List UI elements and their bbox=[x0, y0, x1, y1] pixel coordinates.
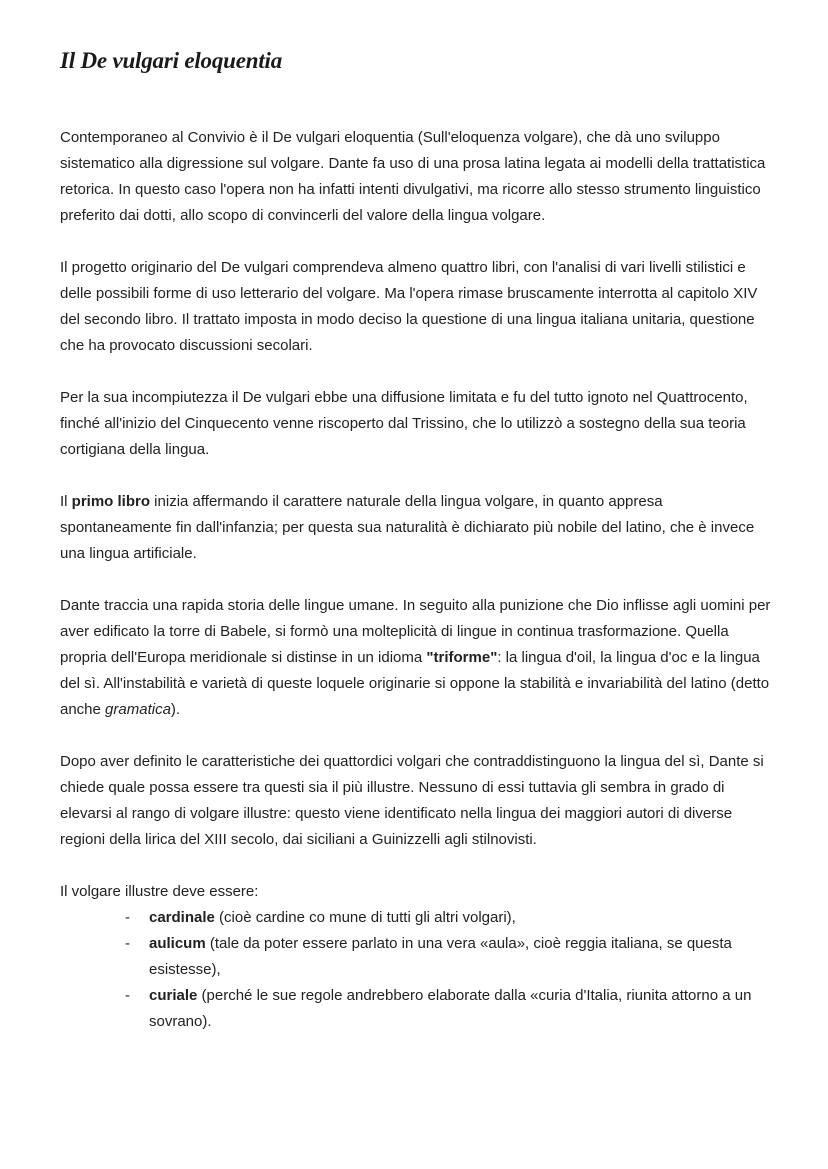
text-run: Il bbox=[60, 493, 72, 510]
text-run: inizia affermando il carattere naturale della lingua volgare, in quanto appresa spontaneamente fin dall'infanzia; per questa sua naturalità è dichiarato più nobile del latino, che è invece una lingua artificiale. bbox=[60, 493, 755, 562]
paragraph-project: Il progetto originario del De vulgari comprendeva almeno quattro libri, con l'analisi di vari livelli stilistici e delle possibili forme di uso letterario del volgare. Ma l'opera rimase bruscamente interrotta al capitolo XIV del secondo libro. Il trattato imposta in modo deciso la questione di una lingua italiana unitaria, questione che ha provocato discussioni secolari. bbox=[60, 259, 758, 354]
paragraph-first-book bbox=[60, 489, 772, 567]
bold-term: "triforme" bbox=[426, 649, 498, 666]
list-item bbox=[60, 931, 772, 983]
text-run: Dante traccia una rapida storia delle lingue umane. In seguito alla punizione che Dio inflisse agli uomini per aver edificato la torre di Babele, si formò una molteplicità di lingue in continua trasformazione. Quella propria dell'Europa meridionale si distinse in un idioma bbox=[60, 597, 771, 666]
list-marker: - bbox=[125, 909, 130, 926]
list-description: (perché le sue regole andrebbero elaborate dalla «curia d'Italia, riunita attorno a un sovrano). bbox=[149, 987, 752, 1030]
list-description: (cioè cardine co mune di tutti gli altri volgari), bbox=[214, 909, 516, 926]
list-term: curiale bbox=[149, 987, 198, 1004]
list-marker: - bbox=[125, 987, 130, 1004]
list-item bbox=[60, 983, 772, 1035]
list-item bbox=[60, 905, 772, 931]
paragraph-history bbox=[60, 593, 772, 723]
paragraph-diffusion: Per la sua incompiutezza il De vulgari ebbe una diffusione limitata e fu del tutto ignoto nel Quattrocento, finché all'inizio del Cinquecento venne riscoperto dal Trissino, che lo utilizzò a sostegno della sua teoria cortigiana della lingua. bbox=[60, 389, 748, 458]
illustrious-list-section bbox=[60, 879, 772, 1035]
text-run: ). bbox=[170, 701, 181, 718]
document-title: Il De vulgari eloquentia bbox=[60, 48, 283, 73]
list-description: (tale da poter essere parlato in una vera «aula», cioè reggia italiana, se questa esistesse), bbox=[149, 935, 732, 978]
document-body bbox=[60, 125, 772, 1035]
list-intro: Il volgare illustre deve essere: bbox=[60, 883, 259, 900]
paragraph-intro: Contemporaneo al Convivio è il De vulgari eloquentia (Sull'eloquenza volgare), che dà uno sviluppo sistematico alla digressione sul volgare. Dante fa uso di una prosa latina legata ai modelli della trattatistica retorica. In questo caso l'opera non ha infatti intenti divulgativi, ma ricorre allo stesso strumento linguistico preferito dai dotti, allo scopo di convincerli del valore della lingua volgare. bbox=[60, 129, 766, 224]
italic-term: gramatica bbox=[105, 701, 171, 718]
illustrious-list bbox=[60, 905, 772, 1035]
list-term: cardinale bbox=[149, 909, 215, 926]
bold-term: primo libro bbox=[71, 493, 151, 510]
paragraph-illustrious: Dopo aver definito le caratteristiche dei quattordici volgari che contraddistinguono la lingua del sì, Dante si chiede quale possa essere tra questi sia il più illustre. Nessuno di essi tuttavia gli sembra in grado di elevarsi al rango di volgare illustre: questo viene identificato nella lingua dei maggiori autori di diverse regioni della lirica del XIII secolo, dai siciliani a Guinizzelli agli stilnovisti. bbox=[60, 753, 764, 848]
list-term: aulicum bbox=[149, 935, 206, 952]
list-marker: - bbox=[125, 935, 130, 952]
text-run: : la lingua d'oil, la lingua d'oc e la lingua del sì. All'instabilità e varietà di queste loquele originarie si oppone la stabilità e invariabilità del latino (detto anche bbox=[60, 649, 770, 718]
